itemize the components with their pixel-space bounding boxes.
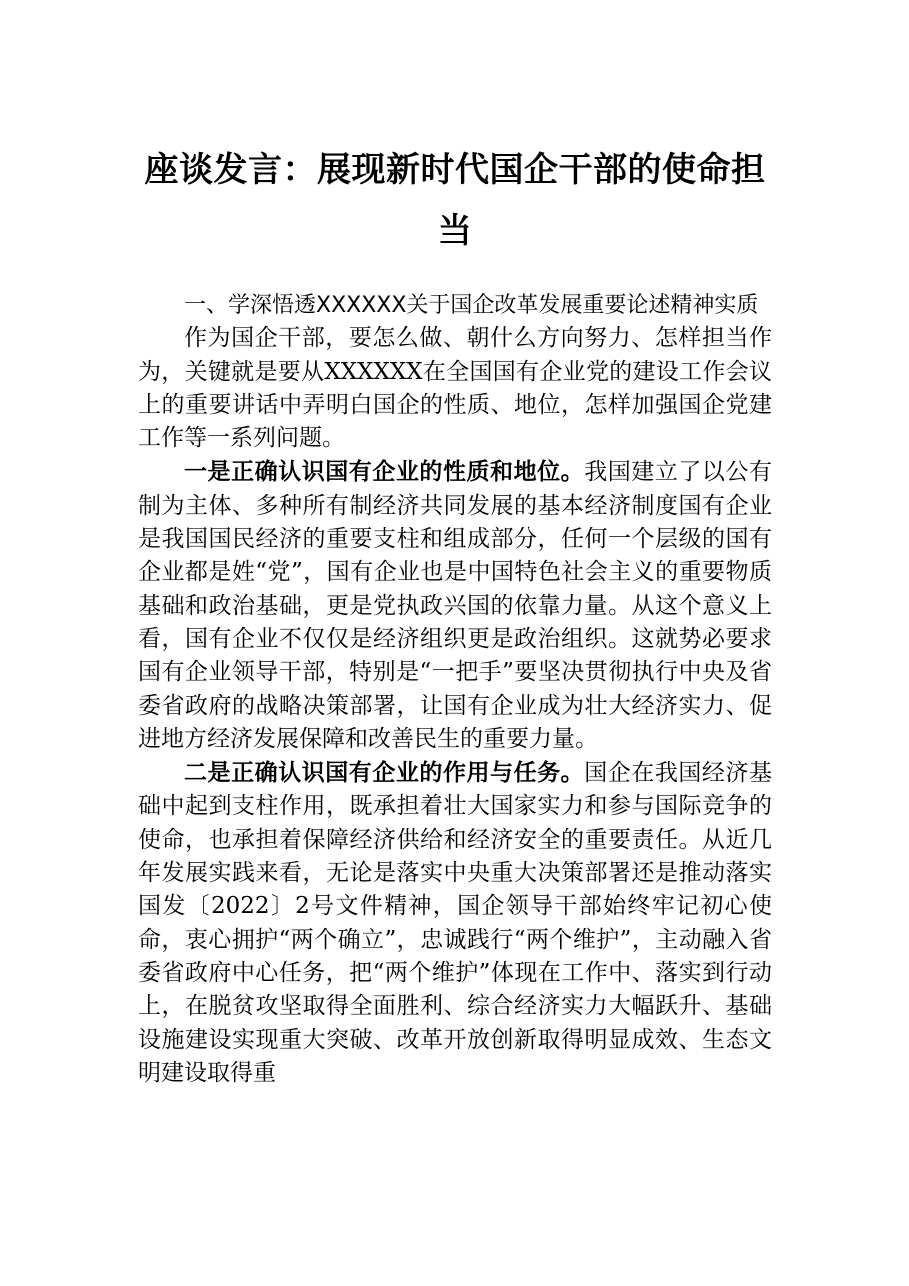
document-title: 座谈发言：展现新时代国企干部的使命担当 <box>144 150 766 251</box>
document-body <box>138 289 772 1090</box>
point-two-lead: 二是正确认识国有企业的作用与任务。 <box>184 759 585 787</box>
section-heading: 一、学深悟透XXXXXX关于国企改革发展重要论述精神实质 <box>184 293 759 318</box>
point-one-text: 我国建立了以公有制为主体、多种所有制经济共同发展的基本经济制度国有企业是我国国民经济的重要支柱和组成部分，任何一个层级的国有企业都是姓“党”，国有企业也是中国特色社会主义的重要物质基础和政治基础，更是党执政兴国的依靠力量。从这个意义上看，国有企业不仅仅是经济组织更是政治组织。这就势必要求国有企业领导干部，特别是“一把手”要坚决贯彻执行中央及省委省政府的战略决策部署，让国有企业成为壮大经济实力、促进地方经济发展保障和改善民生的重要力量。 <box>138 459 773 752</box>
point-two-paragraph <box>138 756 772 1090</box>
point-one-lead: 一是正确认识国有企业的性质和地位。 <box>184 458 585 486</box>
point-two-text: 国企在我国经济基础中起到支柱作用，既承担着壮大国家实力和参与国际竞争的使命，也承担着保障经济供给和经济安全的重要责任。从近几年发展实践来看，无论是落实中央重大决策部署还是推动落实国发〔2022〕2号文件精神，国企领导干部始终牢记初心使命，衷心拥护“两个确立”，忠诚践行“两个维护”，主动融入省委省政府中心任务，把“两个维护”体现在工作中、落实到行动上，在脱贫攻坚取得全面胜利、综合经济实力大幅跃升、基础设施建设实现重大突破、改革开放创新取得明显成效、生态文明建设取得重 <box>138 760 773 1086</box>
intro-paragraph: 作为国企干部，要怎么做、朝什么方向努力、怎样担当作为，关键就是要从XXXXXX在全国国有企业党的建设工作会议上的重要讲话中弄明白国企的性质、地位，怎样加强国企党建工作等一系列问题。 <box>138 325 772 452</box>
point-one-paragraph <box>138 455 772 756</box>
